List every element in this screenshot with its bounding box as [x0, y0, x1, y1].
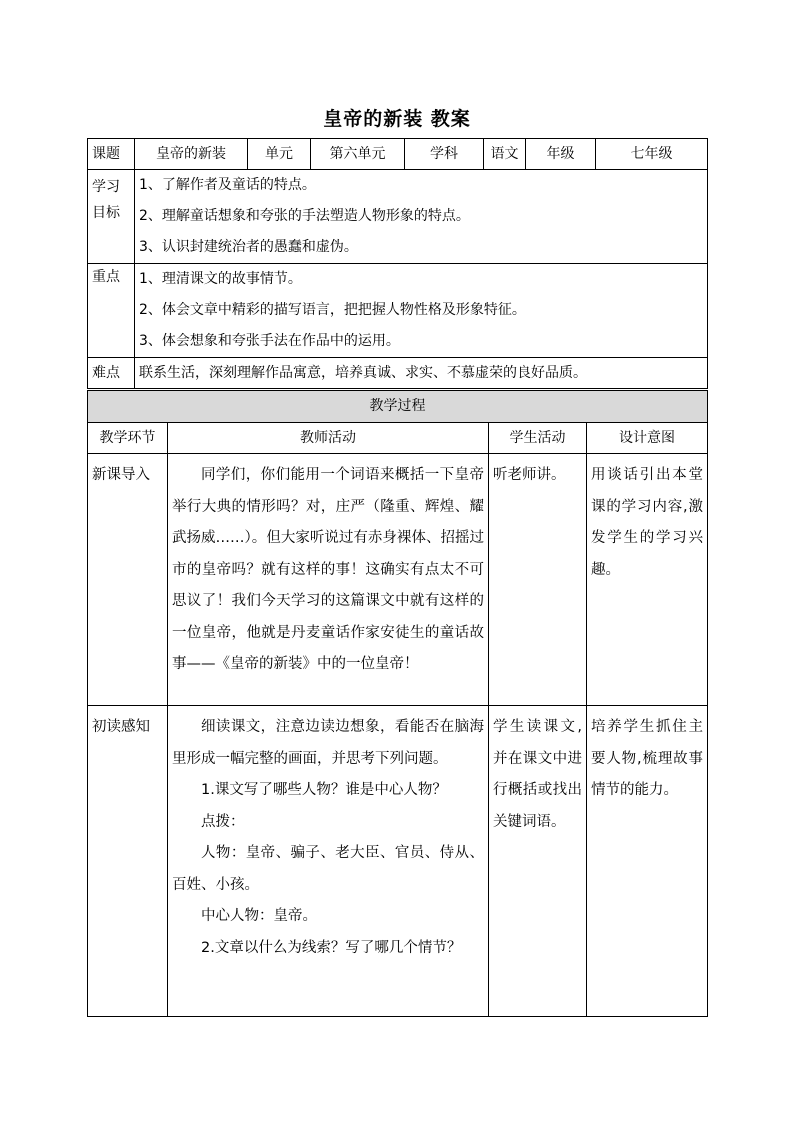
grade-label: 年级	[526, 139, 596, 170]
difficulty-label: 难点	[88, 358, 135, 389]
unit-label: 单元	[248, 139, 311, 170]
unit-value: 第六单元	[311, 139, 405, 170]
lesson-value: 皇帝的新装	[135, 139, 248, 170]
column-header-stage: 教学环节	[88, 423, 168, 454]
difficulty-content: 联系生活，深刻理解作品寓意，培养真诚、求实、不慕虚荣的良好品质。	[135, 358, 708, 389]
process-column-headers	[88, 423, 708, 454]
teacher-activity-text: 同学们，你们能用一个词语来概括一下皇帝举行大典的情形吗？对，庄严（隆重、辉煌、耀武扬威……）。但大家听说过有赤身裸体、招摇过市的皇帝吗？就有这样的事！这确实有点太不可思议了！我们今天学习的这篇课文中就有这样的一位皇帝，他就是丹麦童话作家安徒生的童话故事——《皇帝的新装》中的一位皇帝！	[172, 467, 484, 672]
objectives-content	[135, 170, 708, 264]
column-header-intent: 设计意图	[587, 423, 708, 454]
objective-item: 2、理解童话想象和夸张的手法塑造人物形象的特点。	[139, 208, 470, 224]
lesson-label: 课题	[88, 139, 135, 170]
lesson-info-table	[87, 138, 708, 389]
column-header-teacher: 教师活动	[168, 423, 489, 454]
page-title: 皇帝的新装 教案	[323, 108, 471, 130]
objective-item: 3、认识封建统治者的愚蠢和虚伪。	[139, 239, 358, 255]
difficulty-row	[88, 358, 708, 389]
student-activity-cell: 学生读课文,并在课文中进行概括或找出关键词语。	[489, 706, 587, 1017]
key-points-label: 重点	[88, 264, 135, 358]
objective-item: 1、了解作者及童话的特点。	[139, 177, 316, 193]
key-points-content	[135, 264, 708, 358]
key-points-row	[88, 264, 708, 358]
key-point-item: 3、体会想象和夸张手法在作品中的运用。	[139, 333, 400, 349]
teaching-process-table	[87, 390, 708, 1017]
key-point-item: 2、体会文章中精彩的描写语言，把把握人物性格及形象特征。	[139, 302, 526, 318]
teacher-question: 1.课文写了哪些人物？谁是中心人物？	[201, 782, 447, 798]
lesson-header-row	[88, 139, 708, 170]
teacher-hint-text: 人物：皇帝、骗子、老大臣、官员、侍从、百姓、小孩。	[172, 845, 484, 893]
process-section-title: 教学过程	[88, 391, 708, 423]
key-point-item: 1、理清课文的故事情节。	[139, 271, 302, 287]
design-intent-cell: 用谈话引出本堂课的学习内容,激发学生的学习兴趣。	[587, 454, 708, 706]
teacher-hint-label: 点拨：	[201, 813, 245, 830]
teacher-activity-cell	[168, 454, 489, 706]
design-intent-cell: 培养学生抓住主要人物,梳理故事情节的能力。	[587, 706, 708, 1017]
stage-cell: 新课导入	[88, 454, 168, 706]
process-row-intro	[88, 454, 708, 706]
subject-label: 学科	[405, 139, 484, 170]
column-header-student: 学生活动	[489, 423, 587, 454]
teacher-activity-cell	[168, 706, 489, 1017]
objectives-label-line1: 学习	[92, 179, 120, 195]
stage-cell: 初读感知	[88, 706, 168, 1017]
subject-value: 语文	[484, 139, 526, 170]
student-activity-cell: 听老师讲。	[489, 454, 587, 706]
objectives-row	[88, 170, 708, 264]
objectives-label-line2: 目标	[92, 205, 120, 221]
process-row-reading	[88, 706, 708, 1017]
grade-value: 七年级	[596, 139, 708, 170]
objectives-label	[88, 170, 135, 264]
teacher-hint-text: 中心人物：皇帝。	[201, 908, 317, 924]
teacher-activity-text: 细读课文，注意边读边想象，看能否在脑海里形成一幅完整的画面，并思考下列问题。	[172, 719, 484, 767]
teacher-question: 2.文章以什么为线索？写了哪几个情节？	[201, 939, 462, 956]
process-section-row	[88, 391, 708, 423]
